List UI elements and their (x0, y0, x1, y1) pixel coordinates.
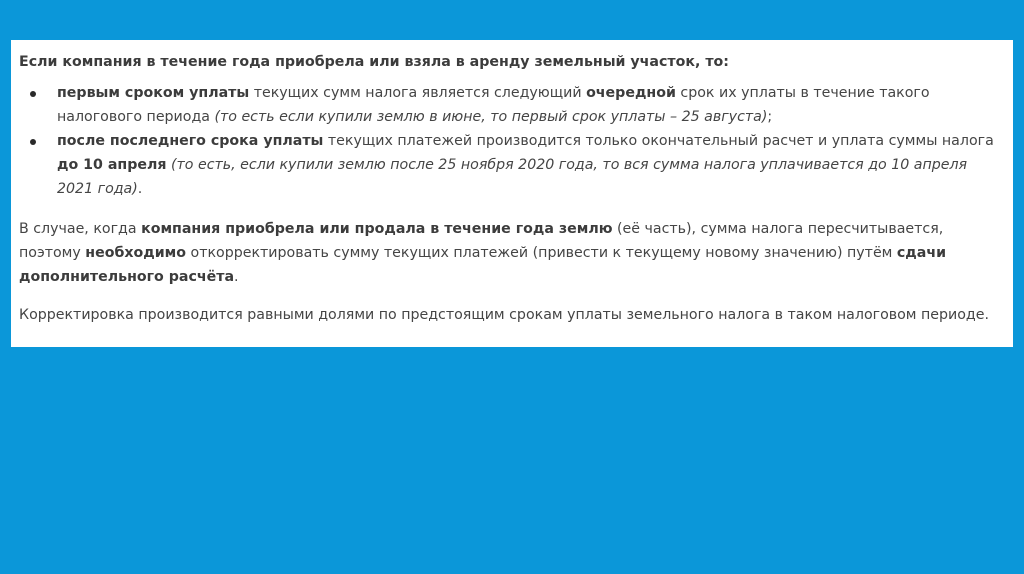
bullet-bold: очередной (586, 85, 676, 101)
list-item (19, 129, 999, 201)
para-text: откорректировать сумму текущих платежей (привести к текущему новому значению) путём (186, 245, 897, 261)
bullet-text: текущих сумм налога является следующий (249, 85, 587, 101)
intro-paragraph (19, 50, 999, 74)
para-text: . (234, 269, 239, 285)
bullet-bold-lead: первым сроком уплаты (57, 85, 250, 101)
para-bold: необходимо (85, 245, 187, 261)
correction-paragraph (19, 303, 999, 327)
bullet-bold-lead: после последнего срока уплаты (57, 133, 324, 149)
bullet-bold: до 10 апреля (57, 157, 167, 173)
bullet-italic-note: (то есть, если купили землю после 25 ноября 2020 года, то вся сумма налога уплачивается до 10 апреля 2021 года) (57, 157, 968, 197)
para-bold: сдачи дополнительного расчёта (19, 245, 947, 285)
bullet-list (19, 81, 999, 201)
bullet-punct: ; (767, 109, 773, 125)
bullet-icon (30, 139, 36, 145)
bullet-text: срок их уплаты в течение такого налогового периода (57, 85, 930, 125)
para-text: В случае, когда (19, 221, 142, 237)
text-panel (11, 40, 1013, 347)
para-bold: компания приобрела или продала в течение года землю (141, 221, 613, 237)
bullet-italic-note: (то есть если купили землю в июне, то первый срок уплаты – 25 августа) (214, 109, 768, 125)
bullet-punct: . (137, 181, 143, 197)
para-text: (её часть), сумма налога пересчитывается, поэтому (19, 221, 944, 261)
list-item (19, 81, 999, 129)
bullet-text: текущих платежей производится только окончательный расчет и уплата суммы налога (323, 133, 994, 149)
bullet-icon (30, 91, 36, 97)
recalculation-paragraph (19, 217, 999, 289)
para-text: Корректировка производится равными долями по предстоящим срокам уплаты земельного налога в таком налоговом периоде. (19, 307, 989, 323)
intro-text: Если компания в течение года приобрела или взяла в аренду земельный участок, то: (19, 54, 729, 70)
